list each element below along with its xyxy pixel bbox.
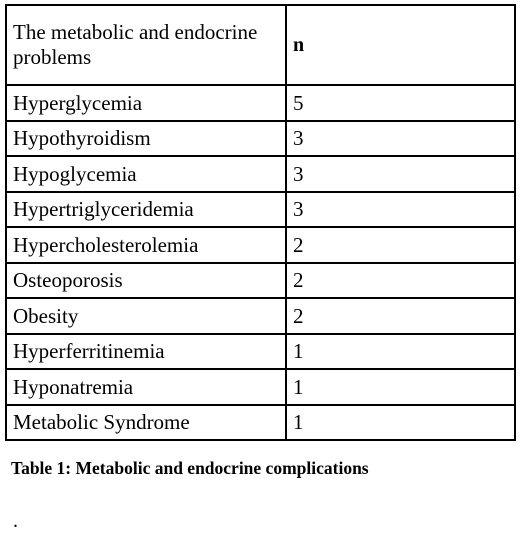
- table-row: [6, 369, 515, 405]
- table-row: [6, 334, 515, 370]
- table-row: [6, 227, 515, 263]
- problem-cell: Hyperglycemia: [6, 85, 286, 121]
- count-cell: 2: [286, 298, 515, 334]
- count-cell: 2: [286, 263, 515, 299]
- table-row: [6, 192, 515, 228]
- count-cell: 1: [286, 369, 515, 405]
- header-n-cell: n: [286, 5, 515, 85]
- problem-cell: Hypoglycemia: [6, 156, 286, 192]
- table-row: [6, 405, 515, 441]
- complications-table: [5, 4, 516, 441]
- problem-cell: Hypercholesterolemia: [6, 227, 286, 263]
- problem-cell: Osteoporosis: [6, 263, 286, 299]
- problem-cell: Hypertriglyceridemia: [6, 192, 286, 228]
- problem-cell: Hyponatremia: [6, 369, 286, 405]
- count-cell: 5: [286, 85, 515, 121]
- table-row: [6, 298, 515, 334]
- count-cell: 3: [286, 192, 515, 228]
- table-row: [6, 121, 515, 157]
- count-cell: 1: [286, 334, 515, 370]
- count-cell: 1: [286, 405, 515, 441]
- count-cell: 2: [286, 227, 515, 263]
- count-cell: 3: [286, 121, 515, 157]
- problem-cell: Hyperferritinemia: [6, 334, 286, 370]
- problem-cell: Metabolic Syndrome: [6, 405, 286, 441]
- table-header-row: [6, 5, 515, 85]
- table-caption: Table 1: Metabolic and endocrine complications: [11, 458, 369, 478]
- table-row: [6, 263, 515, 299]
- table-row: [6, 156, 515, 192]
- header-problem-cell: The metabolic and endocrine problems: [6, 5, 286, 85]
- problem-cell: Hypothyroidism: [6, 121, 286, 157]
- table-row: [6, 85, 515, 121]
- problem-cell: Obesity: [6, 298, 286, 334]
- count-cell: 3: [286, 156, 515, 192]
- trailing-period: .: [13, 510, 18, 532]
